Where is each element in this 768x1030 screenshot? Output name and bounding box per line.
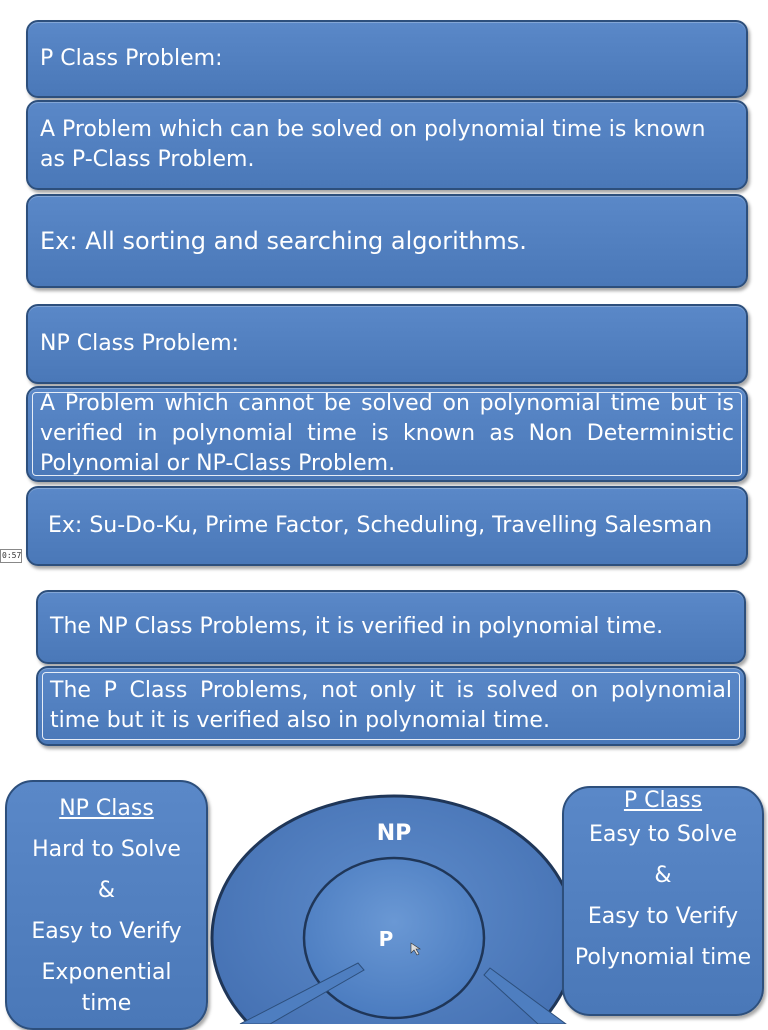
- p-summary-line1: Easy to Solve: [588, 822, 738, 847]
- p-summary-title: P Class: [623, 788, 703, 813]
- p-label: P: [378, 927, 394, 951]
- p-class-example-box: [26, 194, 748, 288]
- p-summary-line4: Polynomial time: [574, 945, 752, 970]
- np-summary-title: NP Class: [59, 796, 154, 821]
- np-class-definition: A Problem which cannot be solved on polynomial time but is verified in polynomial time is known as Non Deterministic Polynomial or NP-Class Problem.: [40, 391, 734, 476]
- np-summary-line2: &: [97, 878, 116, 903]
- p-class-summary-box: [562, 786, 764, 1016]
- np-class-example: Ex: Su-Do-Ku, Prime Factor, Scheduling, Travelling Salesman: [48, 513, 713, 538]
- np-class-definition-box: [26, 386, 748, 482]
- np-class-title: NP Class Problem:: [40, 331, 239, 356]
- p-class-example: Ex: All sorting and searching algorithms.: [40, 227, 527, 255]
- p-statement-box: [36, 666, 746, 746]
- np-class-summary-box: [5, 780, 208, 1030]
- p-statement: The P Class Problems, not only it is solved on polynomial time but it is verified also in polynomial time.: [50, 678, 732, 733]
- video-time-marker: 0:57: [0, 549, 22, 563]
- np-class-example-box: [26, 486, 748, 566]
- p-class-definition: A Problem which can be solved on polynomial time is known as P-Class Problem.: [40, 117, 706, 172]
- np-statement-box: [36, 590, 746, 664]
- p-class-definition-box: [26, 100, 748, 190]
- np-summary-line5: time: [81, 991, 132, 1016]
- np-summary-line4: Exponential: [41, 960, 172, 985]
- np-summary-line3: Easy to Verify: [31, 919, 182, 944]
- p-inner-ellipse: [304, 858, 484, 1018]
- p-class-title-box: [26, 20, 748, 98]
- np-summary-line1: Hard to Solve: [32, 837, 181, 862]
- p-summary-line3: Easy to Verify: [587, 904, 739, 929]
- p-class-title: P Class Problem:: [40, 46, 223, 71]
- np-class-title-box: [26, 304, 748, 384]
- np-label: NP: [376, 821, 412, 846]
- p-summary-line2: &: [654, 863, 672, 888]
- np-statement: The NP Class Problems, it is verified in polynomial time.: [50, 614, 664, 639]
